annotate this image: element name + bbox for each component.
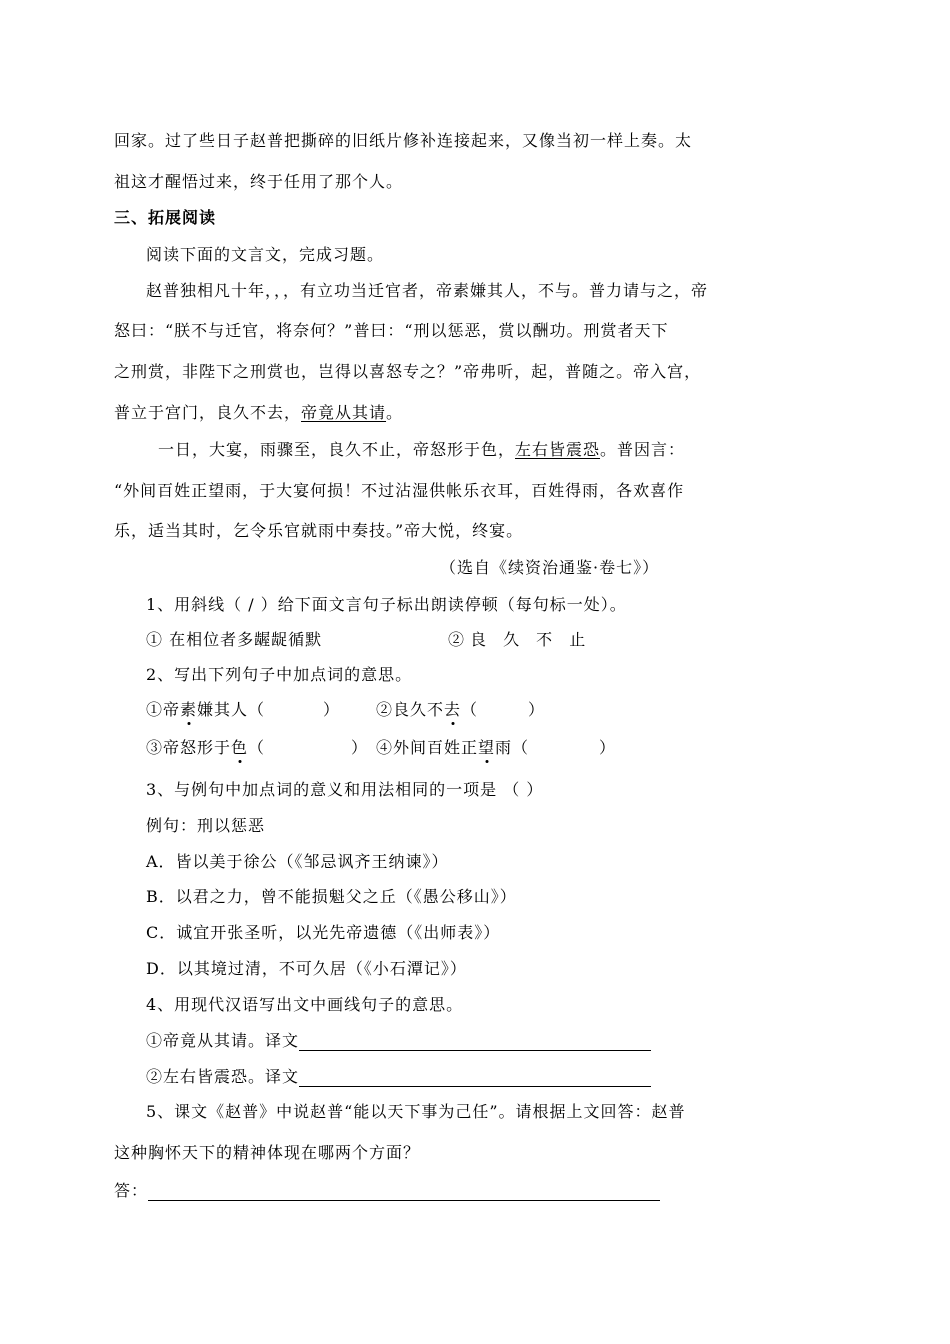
answer-label: 答： — [114, 1181, 149, 1200]
passage-text: 普立于宫门，良久不去， — [114, 403, 302, 422]
question-2-item-3 — [146, 735, 368, 758]
passage-p2-line-2: “外间百姓正望雨，于大宴何损！不过沾湿供帐乐衣耳，百姓得雨，各欢喜作 — [114, 481, 685, 500]
question-4-item-2 — [146, 1064, 651, 1087]
reading-instruction: 阅读下面的文言文，完成习题。 — [146, 245, 385, 264]
question-3-option-a: A．皆以美于徐公（《邹忌讽齐王纳谏》） — [146, 852, 449, 871]
dotted-word-wang: 望 — [478, 738, 496, 757]
q2-text: ③帝怒形于 — [146, 738, 232, 757]
passage-p1-line-4 — [114, 400, 403, 423]
dotted-word-su: 素 — [180, 700, 198, 719]
q2-text: ） — [528, 700, 546, 719]
translation-line-1: 回家。过了些日子赵普把撕碎的旧纸片修补连接起来，又像当初一样上奏。太 — [114, 131, 693, 150]
q2-text: ） — [351, 738, 369, 757]
question-3-example: 例句：刑以惩恶 — [146, 816, 266, 835]
answer-blank[interactable] — [299, 1068, 651, 1087]
question-3-option-c: C．诚宜开张圣听，以光先帝遗德（《出师表》） — [146, 923, 501, 942]
question-1-prompt: 1、用斜线（ / ）给下面文言句子标出朗读停顿（每句标一处）。 — [146, 595, 627, 614]
passage-p2-line-1 — [158, 437, 685, 460]
q2-text: 嫌其人（ — [197, 700, 266, 719]
dotted-word-se: 色 — [231, 738, 249, 757]
q2-text: ） — [323, 700, 341, 719]
translation-line-2: 祖这才醒悟过来，终于任用了那个人。 — [114, 172, 404, 191]
passage-p1-line-1: 赵普独相凡十年，，，有立功当迁官者，帝素嫌其人，不与。普力请与之，帝 — [146, 281, 709, 300]
dotted-word-qu: 去 — [444, 700, 462, 719]
question-3-option-d: D．以其境过清，不可久居（《小石潭记》） — [146, 959, 467, 978]
section-heading: 三、拓展阅读 — [114, 208, 217, 227]
question-4-item-1 — [146, 1028, 651, 1051]
q2-text: 雨（ — [495, 738, 530, 757]
question-5-prompt-line-2: 这种胸怀天下的精神体现在哪两个方面？ — [114, 1143, 421, 1162]
q2-text: ②良久不 — [376, 700, 445, 719]
question-3-prompt: 3、与例句中加点词的意义和用法相同的一项是 （ ） — [146, 780, 544, 799]
q2-text: ④外间百姓正 — [376, 738, 479, 757]
passage-p1-line-2: 怒曰：“朕不与迁官，将奈何？”普曰：“刑以惩恶，赏以酬功。刑赏者天下 — [114, 321, 669, 340]
q2-text: （ — [248, 738, 266, 757]
q4-label: ①帝竟从其请。译文 — [146, 1031, 300, 1050]
passage-p2-line-3: 乐，适当其时，乞令乐官就雨中奏技。”帝大悦，终宴。 — [114, 521, 524, 540]
passage-text: 。 — [386, 403, 404, 422]
answer-blank[interactable] — [148, 1182, 660, 1201]
q2-text: （ — [461, 700, 479, 719]
question-4-prompt: 4、用现代汉语写出文中画线句子的意思。 — [146, 995, 464, 1014]
question-2-item-2 — [376, 697, 545, 720]
question-2-prompt: 2、写出下列句子中加点词的意思。 — [146, 665, 413, 684]
question-3-option-b: B．以君之力，曾不能损魁父之丘（《愚公移山》） — [146, 887, 517, 906]
q2-text: ） — [599, 738, 617, 757]
passage-source: （选自《续资治通鉴·卷七》） — [440, 558, 660, 577]
question-1-item-1: ① 在相位者多龌龊循默 — [146, 630, 323, 649]
q4-label: ②左右皆震恐。译文 — [146, 1067, 300, 1086]
question-5-prompt-line-1: 5、课文《赵普》中说赵普“能以天下事为己任”。请根据上文回答：赵普 — [146, 1102, 686, 1121]
question-1-item-2: ②良 久 不 止 — [448, 630, 592, 649]
question-2-item-4 — [376, 735, 616, 758]
underlined-sentence-1: 帝竟从其请 — [301, 403, 387, 422]
underlined-sentence-2: 左右皆震恐 — [515, 440, 601, 459]
question-2-item-1 — [146, 697, 340, 720]
q2-text: ①帝 — [146, 700, 181, 719]
question-5-answer — [114, 1178, 660, 1201]
passage-text: 一日，大宴，雨骤至，良久不止，帝怒形于色， — [158, 440, 516, 459]
passage-p1-line-3: 之刑赏，非陛下之刑赏也，岂得以喜怒专之？”帝弗听，起，普随之。帝入宫， — [114, 362, 702, 381]
answer-blank[interactable] — [299, 1032, 651, 1051]
passage-text: 。普因言： — [600, 440, 686, 459]
